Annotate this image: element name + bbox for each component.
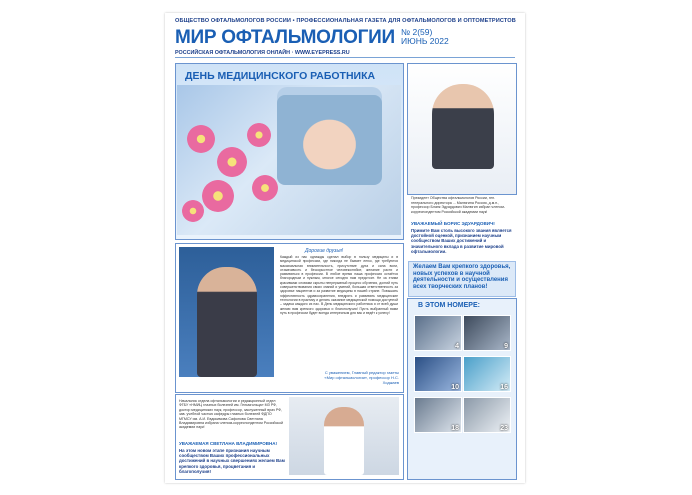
contents-thumb[interactable] <box>463 356 511 392</box>
portrait-man-suit <box>432 84 494 169</box>
issue-date: ИЮНЬ 2022 <box>401 36 449 46</box>
header-divider <box>175 57 515 58</box>
portrait-caption: Президент Общества офтальмологов России, ген. генерального директора ... Малюгина Россия, д.м.н., профессор Бланк Эдуардович Малюгин избран членом-корреспондентом Российской академии наук! <box>411 196 506 214</box>
newspaper-title: МИР ОФТАЛЬМОЛОГИИ <box>175 27 395 48</box>
issue-info <box>401 28 449 46</box>
contents-panel <box>407 298 517 480</box>
page-number: 18 <box>451 425 459 432</box>
flower-icon <box>182 200 204 222</box>
greeting-title: УВАЖАЕМЫЙ БОРИС ЭДУАРДОВИЧ! <box>411 221 495 226</box>
flower-icon <box>252 175 278 201</box>
bottom-announcement: Начальник отдела офтальмологии и редакционный отдел ФГБУ «НМИЦ глазных болезней им. Гельмгольца» МЗ РФ, доктор медицинских наук, профессор, заслуженный врач РФ, зав. учебной частью кафедры глазных болезней ФДПО МГМСУ им. А.И. Евдокимова Сафонова Светлана Владимировна избрана членом-корреспондентом Российской академии наук! <box>179 399 283 430</box>
letter-body: Каждый из нас однажды сделал выбор в пользу медицины и в медицинской профессии, где никогда не бывает легко, где требуются максимальная внимательность, присутствие духа и сила воли, отзывчивость и бескорыстное человеколюбие, желание расти и развиваться в профессии. В любое время наша профессия остаётся благородным и нужным, многое сегодня нам предстоит. Не за этими красивыми словами скрыты непрерывный процесс обучения, долгий путь совершенствования своих знаний и умений, большая ответственность за здоровье пациентов и за развитие медицины в нашей стране. Повышать эффективность здравоохранения, внедрять и развивать медицинские технологии в практику и делать оказание медицинской помощи доступной – задача каждого из нас. В День медицинского работника я от всей души желаю вам крепкого здоровья и благополучия! Пусть выбранный вами путь в профессии будет всегда интересным для вас и ведёт к успеху! <box>280 255 398 315</box>
doctor-portrait <box>289 397 399 475</box>
newspaper-page <box>165 13 525 483</box>
contents-title: В ЭТОМ НОМЕРЕ: <box>418 302 480 309</box>
portrait-man-suit <box>197 267 257 377</box>
contents-thumb[interactable] <box>414 397 462 433</box>
contents-thumb[interactable] <box>463 397 511 433</box>
greeting-text: Примите Вам столь высокого звания является достойной оценкой, признанием научным сообществом Ваших достижений и значительного вклада в развитие мировой офтальмологии. <box>411 228 512 254</box>
page-number: 16 <box>500 384 508 391</box>
flower-icon <box>217 147 247 177</box>
contents-thumb[interactable] <box>414 356 462 392</box>
contents-thumb[interactable] <box>463 315 511 351</box>
letter-heading: Дорогие друзья! <box>305 248 344 254</box>
page-number: 9 <box>504 343 508 350</box>
flower-icon <box>247 123 271 147</box>
page-number: 4 <box>455 343 459 350</box>
bottom-wish: На этом новом этапе признания научным сообществом Ваших профессиональных достижений в научных свершениях желаем Вам крепкого здоровья, процветания и благополучия! <box>179 448 285 474</box>
bottom-greeting-title: УВАЖАЕМАЯ СВЕТЛАНА ВЛАДИМИРОВНА! <box>179 441 277 446</box>
editor-portrait <box>179 247 274 377</box>
wish-text: Желаем Вам крепкого здоровья, новых успехов в научной деятельности и осуществления всех творческих планов! <box>413 264 511 290</box>
page-number: 10 <box>451 384 459 391</box>
hero-photo-nurse-flowers <box>177 85 401 235</box>
contents-thumb[interactable] <box>414 315 462 351</box>
letter-signature: С уважением, Главный редактор газеты «Мир офтальмологии», профессор Н.С. Ходжаев <box>324 370 399 385</box>
publisher-line: ОБЩЕСТВО ОФТАЛЬМОЛОГОВ РОССИИ • ПРОФЕССИОНАЛЬНАЯ ГАЗЕТА ДЛЯ ОФТАЛЬМОЛОГОВ И ОПТОМЕТРИСТОВ <box>175 18 516 24</box>
issue-number: № 2(59) <box>401 27 433 37</box>
flower-icon <box>202 180 234 212</box>
hero-title: ДЕНЬ МЕДИЦИНСКОГО РАБОТНИКА <box>185 70 376 82</box>
portrait-woman-white-coat <box>324 407 364 475</box>
page-number: 23 <box>500 425 508 432</box>
flower-icon <box>187 125 215 153</box>
nurse-face <box>277 95 382 185</box>
website-line: РОССИЙСКАЯ ОФТАЛЬМОЛОГИЯ ОНЛАЙН · WWW.EYEPRESS.RU <box>175 50 350 56</box>
portrait-panel-malyugin <box>407 63 517 195</box>
